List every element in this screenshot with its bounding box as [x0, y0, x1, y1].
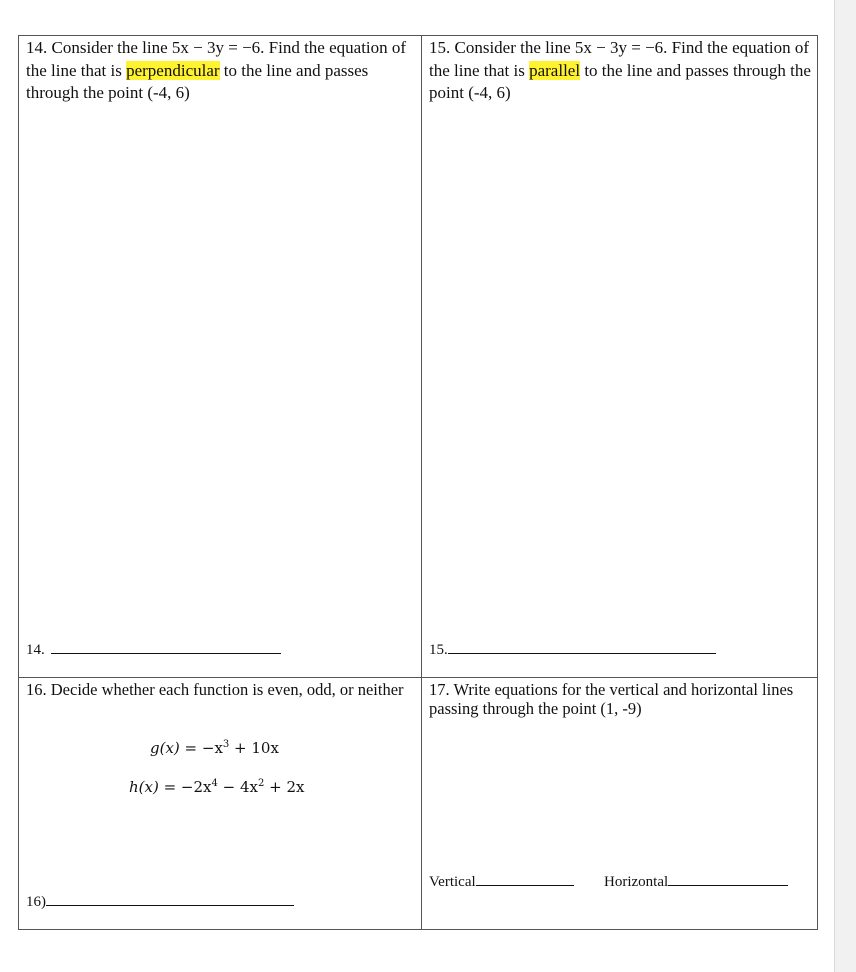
function-h	[129, 778, 304, 796]
function-h-term-3: + 2x	[264, 778, 305, 796]
question-14-prompt	[26, 37, 416, 105]
function-g-term-1: = −x	[179, 739, 223, 757]
question-15-answer	[429, 640, 716, 659]
horizontal-answer	[604, 872, 788, 891]
horizontal-answer-blank[interactable]	[668, 872, 788, 886]
question-15-answer-label: 15.	[429, 642, 448, 658]
question-14-cell	[19, 36, 421, 677]
question-15-text-start: 15. Consider the line 5x − 3y = −6. Find the equation of the line that is	[429, 38, 810, 80]
function-h-exponent-1: 4	[211, 778, 218, 789]
function-h-name: h(x)	[129, 778, 159, 796]
function-g-term-2: + 10x	[229, 739, 279, 757]
question-14-answer-blank[interactable]	[51, 640, 281, 654]
question-15-text-end: to the line and passes through the point (-4, 6)	[429, 60, 811, 102]
question-16-answer	[26, 892, 294, 911]
horizontal-answer-label: Horizontal	[604, 874, 669, 890]
question-17-prompt: 17. Write equations for the vertical and horizontal lines passing through the point (1, -9)	[429, 680, 794, 718]
function-g	[150, 739, 279, 757]
question-15-prompt	[429, 37, 811, 105]
question-16-answer-label: 16)	[26, 894, 46, 910]
question-16-prompt: 16. Decide whether each function is even, odd, or neither	[26, 680, 404, 699]
question-16-answer-blank[interactable]	[46, 892, 294, 906]
function-h-term-1: = −2x	[158, 778, 212, 796]
function-g-exponent: 3	[222, 739, 230, 750]
question-17-cell	[422, 678, 817, 929]
function-g-name: g(x)	[150, 739, 180, 757]
worksheet-grid	[18, 35, 818, 930]
question-14-text-end: to the line and passes through the point (-4, 6)	[26, 60, 369, 102]
function-h-exponent-2: 2	[258, 778, 265, 789]
question-16-cell	[19, 678, 421, 929]
function-h-term-2: − 4x	[217, 778, 258, 796]
question-14-answer-label: 14.	[26, 642, 45, 658]
question-15-highlight: parallel	[529, 60, 581, 80]
question-15-cell	[422, 36, 817, 677]
question-14-highlight: perpendicular	[126, 60, 220, 80]
vertical-answer-label: Vertical	[429, 874, 476, 890]
vertical-answer	[429, 872, 574, 891]
page-scrollbar[interactable]	[834, 0, 856, 972]
question-14-text-start: 14. Consider the line 5x − 3y = −6. Find the equation of the line that is	[26, 38, 407, 80]
question-15-answer-blank[interactable]	[448, 640, 716, 654]
vertical-answer-blank[interactable]	[476, 872, 574, 886]
question-14-answer	[26, 640, 281, 659]
